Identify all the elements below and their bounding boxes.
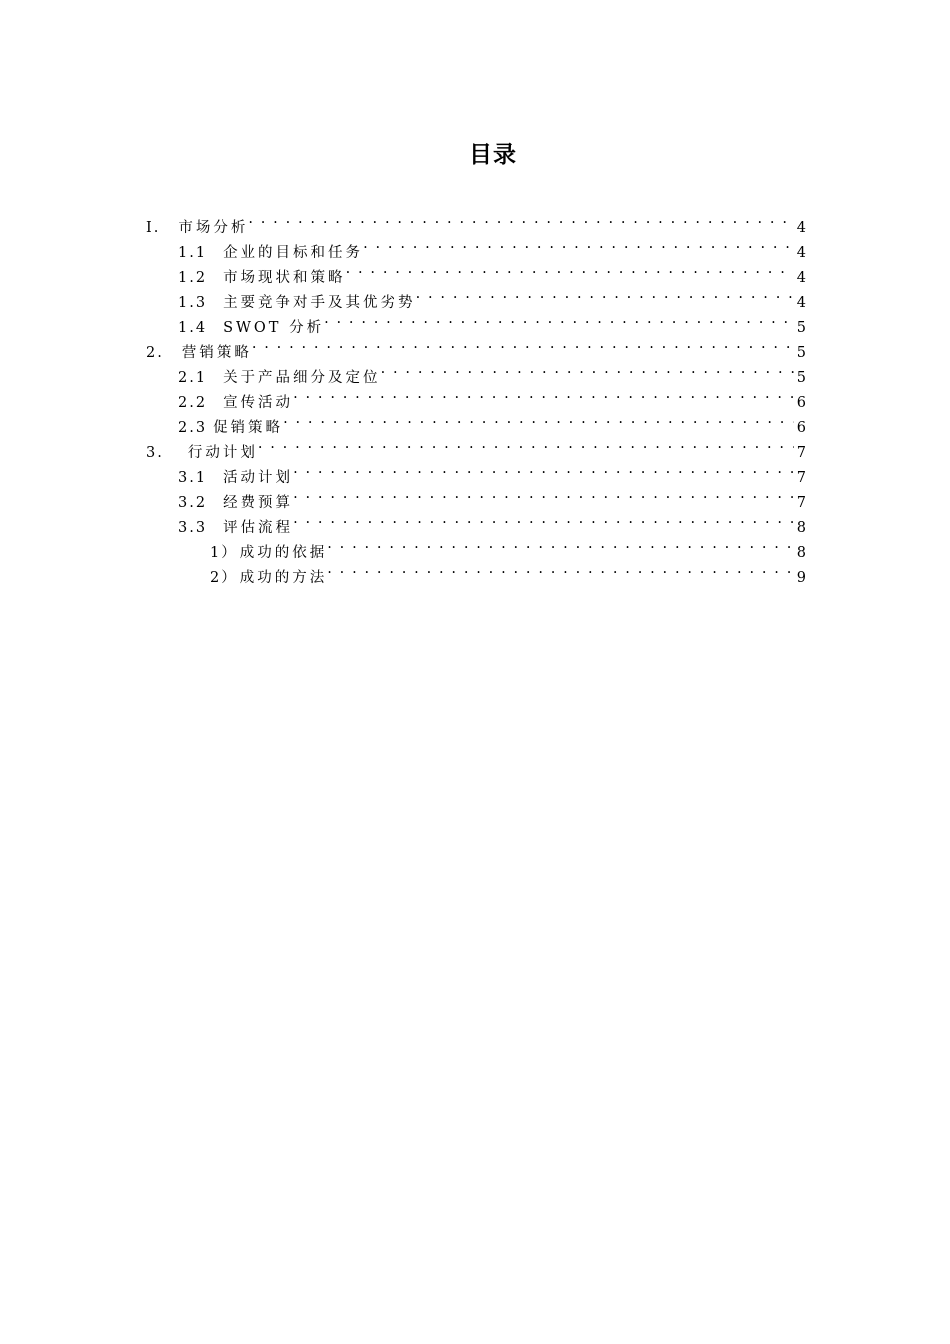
toc-entry-page: 7 <box>796 495 806 511</box>
toc-entry-number: 1.4 <box>178 320 208 336</box>
toc-entry[interactable] <box>146 357 806 386</box>
toc-entry[interactable] <box>146 482 806 511</box>
toc-entry-page: 9 <box>796 570 806 586</box>
toc-entry[interactable] <box>146 507 806 536</box>
toc-entry-page: 6 <box>796 395 806 411</box>
toc-entry-page: 4 <box>796 270 806 286</box>
toc-entry-page: 7 <box>796 445 806 461</box>
toc-entry[interactable] <box>146 432 806 461</box>
toc-entry-title: 主要竞争对手及其优劣势 <box>223 295 416 311</box>
toc-entry-number: 2.2 <box>178 395 208 411</box>
toc-leader-dots <box>381 357 794 382</box>
toc-leader-dots <box>327 532 794 557</box>
toc-entry-title: 关于产品细分及定位 <box>223 370 381 386</box>
toc-leader-dots <box>248 207 794 232</box>
toc-leader-dots <box>346 257 794 282</box>
toc-entry-title: 宣传活动 <box>223 395 294 411</box>
toc-entry-page: 6 <box>796 420 806 436</box>
toc-entry-number: 3.3 <box>178 520 208 536</box>
toc-leader-dots <box>324 307 794 332</box>
toc-entry-number: 2.1 <box>178 370 208 386</box>
toc-entry-number: I. <box>146 220 161 236</box>
toc-entry-number: 2.3 <box>178 420 208 436</box>
toc-entry-number: 3. <box>146 445 164 461</box>
toc-entry-page: 4 <box>796 220 806 236</box>
toc-entry-page: 4 <box>796 295 806 311</box>
toc-entry-number: 3.2 <box>178 495 208 511</box>
toc-leader-dots <box>293 482 794 507</box>
toc-entry-title: 市场现状和策略 <box>223 270 346 286</box>
toc-entry[interactable] <box>146 332 806 361</box>
toc-entry-page: 4 <box>796 245 806 261</box>
toc-leader-dots <box>293 507 794 532</box>
toc-entry-page: 5 <box>796 320 806 336</box>
toc-entry-page: 7 <box>796 470 806 486</box>
toc-entry-page: 8 <box>796 520 806 536</box>
toc-entry-number: 1.3 <box>178 295 208 311</box>
toc-entry-number: 1.2 <box>178 270 208 286</box>
toc-leader-dots <box>252 332 794 357</box>
toc-entry-title: 成功的依据 <box>239 545 328 561</box>
toc-leader-dots <box>283 407 794 432</box>
toc-entry-title: 促销策略 <box>213 420 284 436</box>
toc-entry-title: 营销策略 <box>181 345 252 361</box>
toc-entry[interactable] <box>146 282 806 311</box>
toc-entry-title: SWOT 分析 <box>223 320 325 336</box>
toc-entry-title: 市场分析 <box>178 220 249 236</box>
toc-leader-dots <box>293 457 794 482</box>
toc-entry-title: 经费预算 <box>223 495 294 511</box>
toc-entry-number: 3.1 <box>178 470 208 486</box>
toc-entry[interactable] <box>146 407 806 436</box>
page-title: 目录 <box>469 142 517 168</box>
toc-leader-dots <box>327 557 794 582</box>
toc-entry-title: 活动计划 <box>223 470 294 486</box>
toc-leader-dots <box>363 232 794 257</box>
toc-entry-number: 1.1 <box>178 245 208 261</box>
toc-entry-number: 2. <box>146 345 164 361</box>
toc-entry-number: 1） <box>210 545 238 561</box>
toc-entry[interactable] <box>146 557 806 586</box>
toc-entry[interactable] <box>146 232 806 261</box>
toc-leader-dots <box>293 382 794 407</box>
toc-entry-title: 企业的目标和任务 <box>223 245 364 261</box>
toc-entry-title: 成功的方法 <box>239 570 328 586</box>
toc-leader-dots <box>258 432 794 457</box>
toc-entry[interactable] <box>146 382 806 411</box>
toc-entry-number: 2） <box>210 570 238 586</box>
toc-entry[interactable] <box>146 207 806 236</box>
toc-entry-title: 行动计划 <box>187 445 258 461</box>
toc-entry[interactable] <box>146 532 806 561</box>
table-of-contents <box>146 207 806 586</box>
toc-entry[interactable] <box>146 457 806 486</box>
toc-entry[interactable] <box>146 257 806 286</box>
toc-entry[interactable] <box>146 307 806 336</box>
toc-entry-page: 5 <box>796 370 806 386</box>
toc-entry-title: 评估流程 <box>223 520 294 536</box>
toc-entry-page: 8 <box>796 545 806 561</box>
toc-entry-page: 5 <box>796 345 806 361</box>
toc-leader-dots <box>416 282 794 307</box>
